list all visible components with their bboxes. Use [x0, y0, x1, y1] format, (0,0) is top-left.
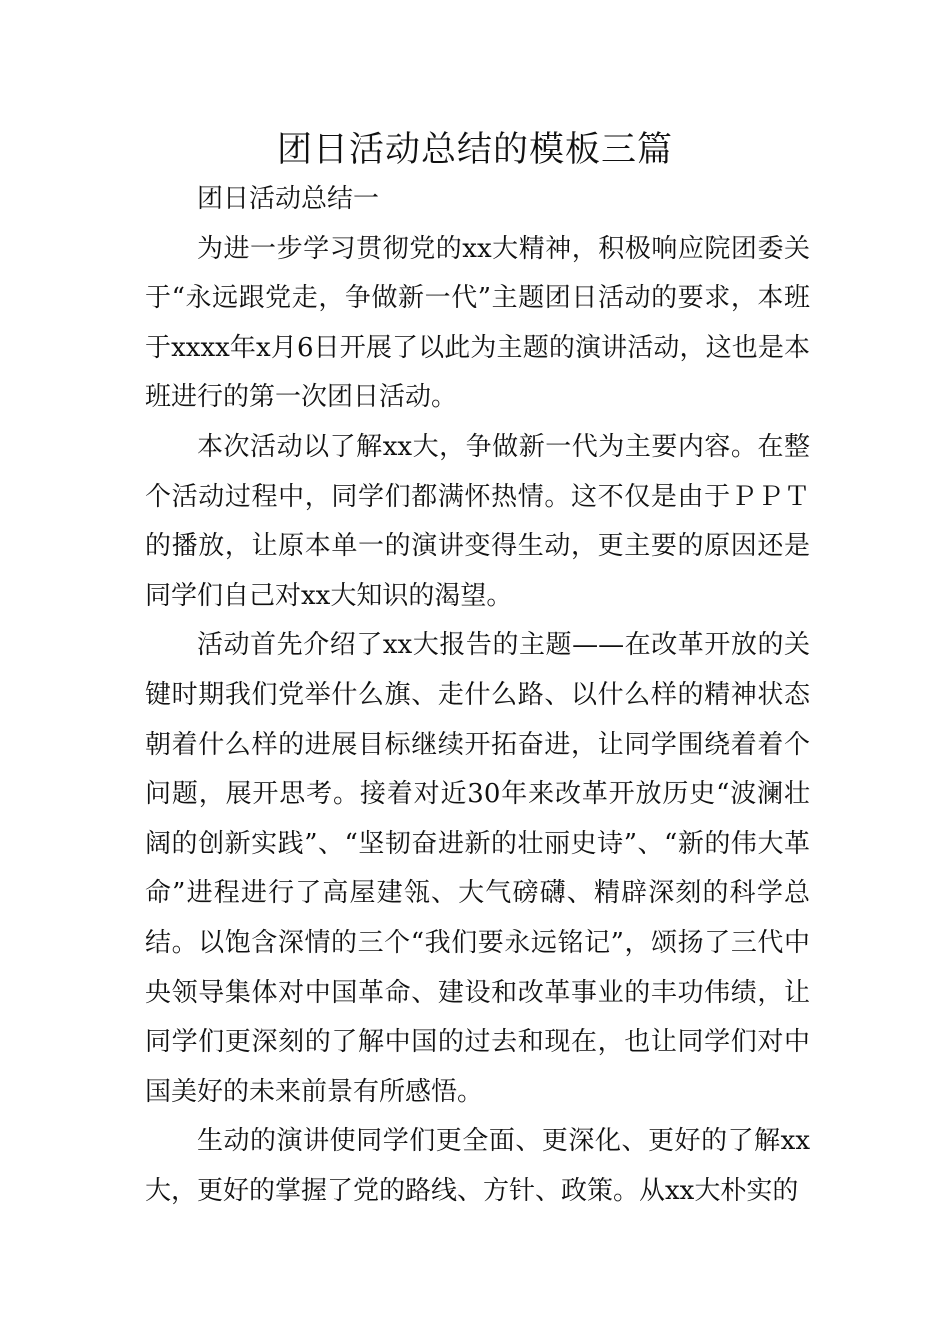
paragraph: 活动首先介绍了xx大报告的主题——在改革开放的关键时期我们党举什么旗、走什么路、以什么样的精神状态朝着什么样的进展目标继续开拓奋进，让同学围绕着着个问题，展开思考。接着对近30年来改革开放历史“波澜壮阔的创新实践”、“坚韧奋进新的壮丽史诗”、“新的伟大革命”进程进行了高屋建瓴、大气磅礴、精辟深刻的科学总结。以饱含深情的三个“我们要永远铭记”，颂扬了三代中央领导集体对中国革命、建设和改革事业的丰功伟绩，让同学们更深刻的了解中国的过去和现在，也让同学们对中国美好的未来前景有所感悟。 — [145, 630, 810, 1107]
paragraph: 为进一步学习贯彻党的xx大精神，积极响应院团委关于“永远跟党走，争做新一代”主题团日活动的要求，本班于xxxx年x月6日开展了以此为主题的演讲活动，这也是本班进行的第一次团日活动。 — [145, 233, 810, 413]
section-heading: 团日活动总结一 — [197, 184, 380, 214]
paragraph: 本次活动以了解xx大，争做新一代为主要内容。在整个活动过程中，同学们都满怀热情。这不仅是由于ＰＰＴ的播放，让原本单一的演讲变得生动，更主要的原因还是同学们自己对xx大知识的渴望。 — [145, 431, 810, 611]
document-title: 团日活动总结的模板三篇 — [276, 130, 673, 170]
paragraph: 生动的演讲使同学们更全面、更深化、更好的了解xx大，更好的掌握了党的路线、方针、政策。从xx大朴实的 — [145, 1126, 810, 1206]
document-body — [145, 175, 810, 1216]
